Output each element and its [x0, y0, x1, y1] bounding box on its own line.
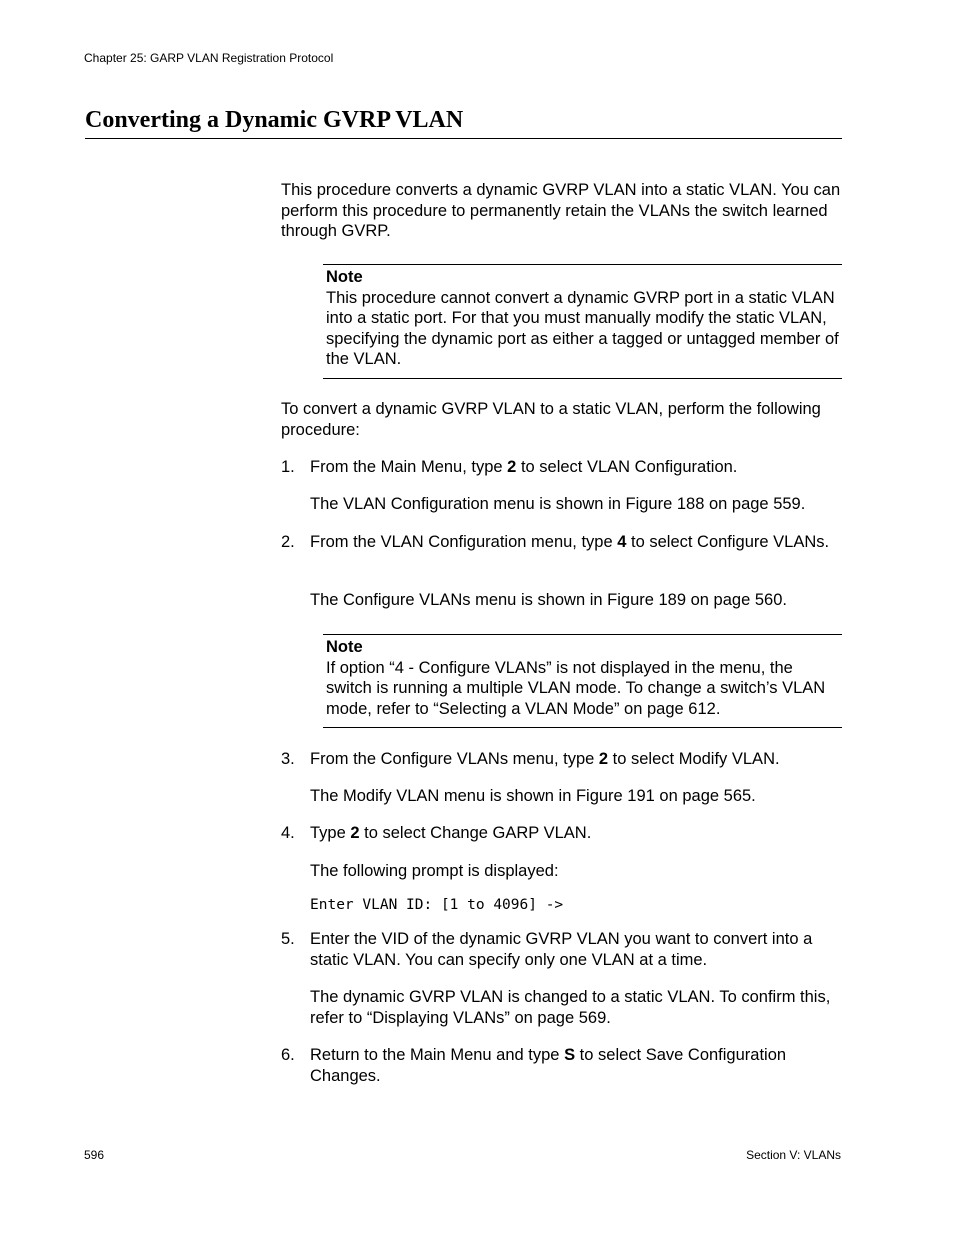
section-footer: Section V: VLANs	[746, 1148, 841, 1162]
note-box-2	[323, 634, 842, 728]
menu-key: 4	[617, 533, 627, 551]
step-4-result: The following prompt is displayed:	[310, 862, 559, 880]
menu-key: 2	[598, 750, 609, 768]
menu-key: 2	[507, 458, 517, 476]
step-text: Return to the Main Menu and type S to select Save Configuration Changes.	[310, 1046, 787, 1085]
step-number: 4.	[281, 824, 295, 842]
lead-text: To convert a dynamic GVRP VLAN to a static VLAN, perform the following procedure:	[281, 400, 821, 439]
step-text: From the Main Menu, type 2 to select VLAN Configuration.	[310, 458, 738, 476]
step-3-result: The Modify VLAN menu is shown in Figure 191 on page 565.	[310, 787, 756, 805]
step-5-result: The dynamic GVRP VLAN is changed to a static VLAN. To confirm this, refer to “Displaying VLANs” on page 569.	[310, 988, 831, 1027]
note-text: This procedure cannot convert a dynamic GVRP port in a static VLAN into a static port. For that you must manually modify the static VLAN, specifying the dynamic port as either a tagged or untagged member of the VLAN.	[326, 288, 839, 368]
intro-paragraph	[281, 180, 846, 242]
step-number: 1.	[281, 458, 295, 476]
step-number: 2.	[281, 533, 295, 551]
step-text: Enter the VID of the dynamic GVRP VLAN you want to convert into a static VLAN. You can specify only one VLAN at a time.	[310, 930, 813, 969]
intro-text: This procedure converts a dynamic GVRP VLAN into a static VLAN. You can perform this procedure to permanently retain the VLANs the switch learned through GVRP.	[281, 181, 841, 240]
prompt-code: Enter VLAN ID: [1 to 4096] ->	[310, 897, 564, 913]
note-box-1	[323, 264, 842, 379]
menu-key: 2	[350, 824, 360, 842]
page-number: 596	[84, 1148, 105, 1162]
running-header: Chapter 25: GARP VLAN Registration Protocol	[84, 51, 334, 65]
step-text: Type 2 to select Change GARP VLAN.	[310, 824, 592, 842]
step-text: From the VLAN Configuration menu, type 4 to select Configure VLANs.	[310, 533, 830, 551]
step-1-result: The VLAN Configuration menu is shown in Figure 188 on page 559.	[310, 495, 806, 513]
step-2-result: The Configure VLANs menu is shown in Figure 189 on page 560.	[310, 591, 787, 609]
step-text: From the Configure VLANs menu, type 2 to select Modify VLAN.	[310, 750, 780, 768]
step-number: 3.	[281, 750, 295, 768]
step-number: 6.	[281, 1046, 295, 1064]
note-heading: Note	[326, 268, 363, 286]
step-number: 5.	[281, 930, 295, 948]
section-title: Converting a Dynamic GVRP VLAN	[85, 107, 842, 139]
menu-key: S	[564, 1046, 576, 1064]
lead-paragraph	[281, 399, 846, 440]
note-text: If option “4 - Configure VLANs” is not displayed in the menu, the switch is running a multiple VLAN mode. To change a switch’s VLAN mode, refer to “Selecting a VLAN Mode” on page 612.	[326, 658, 826, 718]
note-heading: Note	[326, 638, 363, 656]
